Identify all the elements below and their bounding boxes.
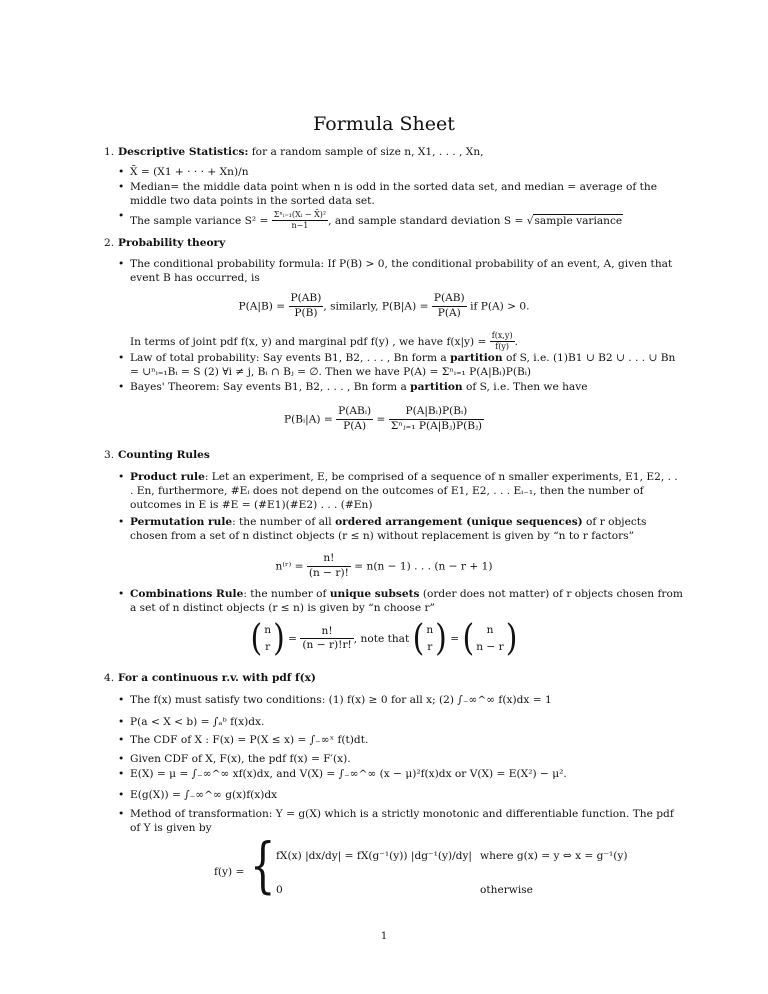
binomial-n-r: ( n r ) [250, 617, 285, 660]
cond-den2: P(A) [437, 306, 461, 319]
cond-num2: P(AB) [432, 292, 467, 307]
pdf-from-cdf: Given CDF of X, F(x), the pdf f(x) = F′(x). [130, 753, 351, 765]
section-continuous-rv [104, 672, 684, 686]
bullet-permutation-rule: • Permutation rule: the number of all ordered arrangement (unique sequences) of r objects chosen from a set of n distinct objects (r ≤ n) without replacement is given by “n to r factors” [118, 516, 647, 542]
total-a: Law of total probability: Say events B1, B2, . . . , Bn form a [130, 352, 447, 364]
median-definition: Median= the middle data point when n is odd in the sorted data set, and median = average of the middle two data points in the sorted data set. [130, 181, 657, 207]
binom2-top: n [426, 624, 434, 636]
permutation-equation [0, 552, 768, 581]
bullet-pdf-conditions: • The f(x) must satisfy two conditions: (1) f(x) ≥ 0 for all x; (2) ∫₋∞^∞ f(x)dx = 1 [118, 694, 684, 708]
bullet-combinations-rule: • Combinations Rule: the number of unique subsets (order does not matter) of r objects chosen from a set of n distinct objects (r ≤ n) is given by “n choose r” [118, 588, 683, 614]
perm-num: n! [307, 552, 351, 567]
section-heading: For a continuous r.v. with pdf f(x) [118, 672, 316, 684]
cond-lhs: P(A|B) = [238, 300, 286, 313]
section-heading: Descriptive Statistics: [118, 146, 249, 158]
bullet-conditional: • The conditional probability formula: If P(B) > 0, the conditional probability of an event, A, given that event B has occurred, is [118, 258, 684, 286]
conditional-intro: The conditional probability formula: If P(B) > 0, the conditional probability of an event, A, given that event B has occurred, is [130, 258, 673, 284]
comb-text-a: : the number of [243, 588, 327, 600]
binom2-bot: r [427, 640, 433, 653]
binomial-n-n-minus-r: ( n n − r ) [462, 617, 518, 660]
comb-bold: Combinations Rule [130, 588, 244, 600]
section-heading: Probability theory [118, 237, 226, 249]
joint-pdf-line: In terms of joint pdf f(x, y) and marginal pdf f(y) , we have f(x|y) = $\frac{f(x,y)}{f(y)}$ . [130, 331, 518, 352]
perm-den: (n − r)! [308, 566, 349, 579]
bullet-median: • Median= the middle data point when n is odd in the sorted data set, and median = average of the middle two data points in the sorted data set. [118, 181, 684, 209]
section-probability-theory [104, 237, 684, 251]
section-descriptive-statistics [104, 146, 684, 160]
bayes-num1: P(ABᵢ) [336, 405, 373, 420]
case1-condition: where g(x) = y ⇔ x = g⁻¹(y) [480, 850, 628, 862]
section-number: 3. [104, 449, 115, 461]
perm-text-b: of r objects chosen from a set of n distinct objects (r ≤ n) without replacement is given by “n to r factors” [130, 516, 647, 542]
conditional-equation [0, 292, 768, 321]
binom3-top: n [486, 624, 494, 636]
comb-num: n! [300, 625, 353, 640]
binom3-bot: n − r [476, 640, 504, 653]
bullet-transformation: • Method of transformation: Y = g(X) which is a strictly monotonic and differentiable function. The pdf of Y is given by [118, 808, 684, 836]
joint-num: f(x,y) [490, 331, 515, 342]
sd-sqrt-content: sample variance [534, 214, 623, 227]
cdf-definition: The CDF of X : F(x) = P(X ≤ x) = ∫₋∞ˣ f(t)dt. [130, 734, 369, 746]
case2-expression: 0 [276, 884, 283, 896]
combinations-equation: ( n r ) = $\frac{n!}{(n - r)!r!}$ , note that ( n r ) = ( n n − r ) [250, 617, 518, 660]
perm-rhs: = n(n − 1) . . . (n − r + 1) [354, 560, 493, 573]
comb-note: , note that [353, 632, 410, 645]
cond-num1: P(AB) [289, 292, 324, 307]
joint-den: f(y) [495, 342, 510, 352]
variance-denominator: n−1 [291, 221, 309, 231]
joint-text: In terms of joint pdf f(x, y) and marginal pdf f(y) , we have f(x|y) = [130, 335, 487, 348]
bullet-given-cdf: • Given CDF of X, F(x), the pdf f(x) = F′(x). [118, 753, 684, 767]
mean-variance: E(X) = μ = ∫₋∞^∞ xf(x)dx, and V(X) = ∫₋∞^∞ (x − μ)²f(x)dx or V(X) = E(X²) − μ². [130, 768, 567, 780]
section-heading: Counting Rules [118, 449, 210, 461]
variance-suffix: , and sample standard deviation S = [328, 214, 524, 227]
perm-bold2: ordered arrangement (unique sequences) [335, 516, 583, 528]
page-title: Formula Sheet [313, 113, 455, 135]
pdf-conditions: The f(x) must satisfy two conditions: (1) f(x) ≥ 0 for all x; (2) ∫₋∞^∞ f(x)dx = 1 [130, 694, 552, 706]
bayes-bold: partition [410, 381, 463, 393]
perm-text-a: : the number of all [232, 516, 332, 528]
binomial-n-r-2: ( n r ) [412, 617, 447, 660]
bayes-num2: P(A|Bᵢ)P(Bᵢ) [389, 405, 484, 420]
section-number: 4. [104, 672, 115, 684]
bullet-expectation-g: • E(g(X)) = ∫₋∞^∞ g(x)f(x)dx [118, 789, 684, 803]
cond-mid: , similarly, P(B|A) = [323, 300, 429, 313]
product-text: : Let an experiment, E, be comprised of a sequence of n smaller experiments, E1, E2, . . . En, furthermore, #Eᵢ does not depend on the outcomes of E1, E2, . . . Eᵢ₋₁, then the number of outcomes in E is #E = (#E1)(#E2) . . . (#En) [130, 471, 678, 511]
bayes-den2: Σⁿⱼ₌₁ P(A|Bⱼ)P(Bⱼ) [390, 419, 483, 432]
bayes-den1: P(A) [343, 419, 367, 432]
bullet-total-probability: • Law of total probability: Say events B1, B2, . . . , Bn form a partition of S, i.e. (1)B1 ∪ B2 ∪ . . . ∪ Bn = ∪ⁿᵢ₌₁Bᵢ = S (2) ∀i ≠ j, Bᵢ ∩ Bⱼ = ∅. Then we have P(A) = Σⁿᵢ₌₁ P(A|Bᵢ)P(Bᵢ) [118, 352, 676, 378]
comb-text-b: (order does not matter) of r objects chosen from a set of n distinct objects (r ≤ n) is given by “n choose r” [130, 588, 683, 614]
bayes-a: Bayes' Theorem: Say events B1, B2, . . . , Bn form a [130, 381, 407, 393]
variance-numerator: Σⁿᵢ₌₁(Xᵢ − X̄)² [272, 210, 328, 221]
product-bold: Product rule [130, 471, 205, 483]
cond-tail: if P(A) > 0. [470, 300, 530, 313]
total-b: of S, i.e. (1)B1 ∪ B2 ∪ . . . ∪ Bn = ∪ⁿᵢ₌₁Bᵢ = S (2) ∀i ≠ j, Bᵢ ∩ Bⱼ = ∅. Then we have P(A) = Σⁿᵢ₌₁ P(A|Bᵢ)P(Bᵢ) [130, 352, 676, 378]
section-number: 1. [104, 146, 115, 158]
comb-den: (n − r)!r! [302, 639, 352, 652]
cond-den1: P(B) [294, 306, 318, 319]
bayes-lhs: P(Bᵢ|A) = [283, 413, 333, 426]
expectation-of-g: E(g(X)) = ∫₋∞^∞ g(x)f(x)dx [130, 789, 278, 801]
bullet-interval-probability: • P(a < X < b) = ∫ₐᵇ f(x)dx. [118, 716, 684, 730]
bayes-b: of S, i.e. Then we have [466, 381, 588, 393]
transformation-piecewise [214, 831, 634, 906]
bullet-bayes: • Bayes' Theorem: Say events B1, B2, . . . , Bn form a partition of S, i.e. Then we have [118, 381, 588, 393]
total-bold: partition [450, 352, 503, 364]
bullet-variance: • The sample variance S² = $\frac{\text{Σⁿᵢ₌₁(Xᵢ − X̄)²}}{n-1}$ , and sample standard deviation S = √sample variance [118, 210, 623, 231]
bullet-product-rule: • Product rule: Let an experiment, E, be comprised of a sequence of n smaller experiments, E1, E2, . . . En, furthermore, #Eᵢ does not depend on the outcomes of E1, E2, . . . Eᵢ₋₁, then the number of outcomes in E is #E = (#E1)(#E2) . . . (#En) [118, 471, 678, 511]
comb-bold2: unique subsets [329, 588, 420, 600]
bullet-mean: • X̄ = (X1 + · · · + Xn)/n [118, 166, 684, 180]
page-number: 1 [380, 931, 388, 942]
interval-probability: P(a < X < b) = ∫ₐᵇ f(x)dx. [130, 716, 265, 728]
perm-lhs: n⁽ʳ⁾ = [275, 560, 304, 573]
case1-expression: fX(x) |dx/dy| = fX(g⁻¹(y)) |dg⁻¹(y)/dy| [276, 850, 473, 862]
bullet-moments: • E(X) = μ = ∫₋∞^∞ xf(x)dx, and V(X) = ∫₋∞^∞ (x − μ)²f(x)dx or V(X) = E(X²) − μ². [118, 768, 684, 782]
section-counting-rules [104, 449, 684, 463]
transformation-method: Method of transformation: Y = g(X) which is a strictly monotonic and differentiable function. The pdf of Y is given by [130, 808, 674, 834]
section-intro: for a random sample of size n, X1, . . . , Xn, [251, 146, 484, 158]
bullet-cdf: • The CDF of X : F(x) = P(X ≤ x) = ∫₋∞ˣ f(t)dt. [118, 734, 684, 748]
binom-top: n [264, 624, 272, 636]
mean-formula: X̄ = (X1 + · · · + Xn)/n [130, 166, 249, 178]
section-number: 2. [104, 237, 115, 249]
bayes-eq: = [376, 413, 386, 426]
left-brace: { [250, 831, 276, 901]
case2-condition: otherwise [480, 884, 533, 896]
perm-bold: Permutation rule [130, 516, 233, 528]
fy-lhs: f(y) = [214, 866, 245, 878]
binom-bot: r [265, 640, 271, 653]
variance-prefix: The sample variance S² = [130, 214, 269, 227]
bayes-equation [0, 405, 768, 434]
